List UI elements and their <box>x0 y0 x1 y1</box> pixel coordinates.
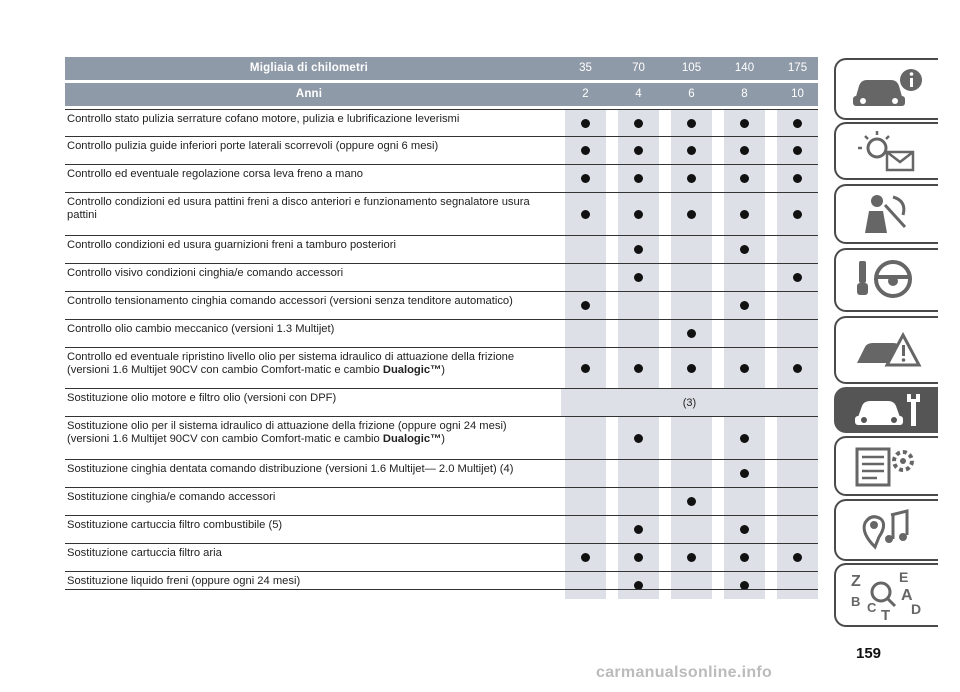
table-row <box>65 235 818 263</box>
safety-airbag-icon <box>847 191 927 237</box>
interval-cell <box>724 516 765 543</box>
interval-cell <box>618 460 659 487</box>
interval-cell <box>777 320 818 347</box>
row-text: Sostituzione liquido freni (oppure ogni 24 mesi) <box>67 575 301 587</box>
interval-cell <box>565 137 606 164</box>
car-maintenance-icon <box>847 390 927 430</box>
interval-cell <box>724 460 765 487</box>
row-label <box>65 292 553 319</box>
row-text: Sostituzione olio motore e filtro olio (versioni con DPF) <box>67 392 337 404</box>
row-label <box>65 193 553 235</box>
service-required-dot <box>740 469 749 478</box>
interval-cell <box>724 236 765 263</box>
interval-cell <box>671 320 712 347</box>
service-required-dot <box>793 210 802 219</box>
service-required-dot <box>793 553 802 562</box>
row-text: Controllo ed eventuale regolazione corsa leva freno a mano <box>67 168 364 180</box>
car-info-icon <box>847 66 927 112</box>
interval-cell <box>671 137 712 164</box>
header-km-label: Migliaia di chilometri <box>249 62 369 74</box>
service-required-dot <box>793 119 802 128</box>
row-text: Controllo condizioni ed usura guarnizioni freni a tamburo posteriori <box>67 239 396 251</box>
brand-name: Dualogic™ <box>382 433 442 445</box>
row-text: Controllo pulizia guide inferiori porte laterali scorrevoli (oppure ogni 6 mesi) <box>67 140 439 152</box>
interval-cell <box>724 348 765 388</box>
interval-cell <box>565 264 606 291</box>
service-required-dot <box>581 119 590 128</box>
row-text: Sostituzione cinghia/e comando accessori <box>67 491 276 503</box>
service-required-dot <box>634 525 643 534</box>
interval-cell <box>724 417 765 459</box>
service-required-dot <box>687 210 696 219</box>
watermark: carmanualsonline.info <box>596 664 773 681</box>
service-required-dot <box>793 273 802 282</box>
interval-cell <box>777 544 818 571</box>
interval-cell <box>724 110 765 136</box>
interval-cell <box>671 264 712 291</box>
table-row <box>65 515 818 543</box>
row-text-tail: ) <box>441 364 446 376</box>
row-label <box>65 417 553 459</box>
header-year-cell: 2 <box>582 88 589 100</box>
row-text: Controllo visivo condizioni cinghia/e comando accessori <box>67 267 344 279</box>
service-required-dot <box>793 364 802 373</box>
interval-cell <box>618 165 659 192</box>
interval-cell <box>671 544 712 571</box>
service-required-dot <box>740 245 749 254</box>
interval-cell <box>777 572 818 599</box>
interval-cell <box>777 460 818 487</box>
table-row <box>65 136 818 164</box>
interval-cell <box>565 110 606 136</box>
interval-cell <box>724 193 765 235</box>
service-required-dot <box>581 553 590 562</box>
table-row <box>65 487 818 515</box>
interval-cell <box>724 572 765 599</box>
interval-cell <box>671 110 712 136</box>
table-row <box>65 388 818 416</box>
row-label <box>65 460 553 487</box>
service-required-dot <box>740 174 749 183</box>
index-letter: E <box>899 569 909 585</box>
interval-cell <box>618 292 659 319</box>
service-required-dot <box>793 146 802 155</box>
sidebar-tab-starting-driving[interactable] <box>834 248 938 312</box>
interval-cell <box>671 236 712 263</box>
interval-cell <box>724 488 765 515</box>
interval-cell <box>724 165 765 192</box>
interval-cell <box>618 320 659 347</box>
header-km-cell: 70 <box>632 62 645 74</box>
row-label <box>65 264 553 291</box>
row-text: Sostituzione cinghia dentata comando distribuzione (versioni 1.6 Multijet— 2.0 Multijet) (4) <box>67 463 514 475</box>
note-cell: (3) <box>561 389 818 416</box>
steering-key-icon <box>847 255 927 305</box>
interval-cell <box>777 516 818 543</box>
service-required-dot <box>740 301 749 310</box>
header-years-row <box>65 83 818 106</box>
index-letter: D <box>911 601 922 617</box>
row-text: Controllo stato pulizia serrature cofano motore, pulizia e lubrificazione leverismi <box>67 113 460 125</box>
table-row <box>65 164 818 192</box>
header-km-cell: 35 <box>579 62 592 74</box>
header-km-row <box>65 57 818 80</box>
table-row <box>65 543 818 571</box>
interval-cell <box>671 417 712 459</box>
interval-cell <box>565 236 606 263</box>
table-bottom-rule <box>65 589 818 590</box>
emergency-icon <box>847 325 927 375</box>
sidebar-tab-index[interactable] <box>834 563 938 627</box>
table-row <box>65 192 818 235</box>
row-label <box>65 389 549 416</box>
index-letter: T <box>881 607 891 622</box>
row-label <box>65 320 553 347</box>
table-row <box>65 109 818 136</box>
row-label <box>65 572 553 599</box>
row-label <box>65 110 553 136</box>
page-number: 159 <box>856 645 882 662</box>
sidebar-tab-safety[interactable] <box>834 184 938 244</box>
interval-cell <box>618 193 659 235</box>
row-text: Controllo ed eventuale ripristino livello olio per sistema idraulico di attuazione della frizione (versioni 1.6 Multijet 90CV con cambio Comfort-matic e cambio <box>67 351 515 376</box>
service-required-dot <box>634 119 643 128</box>
interval-cell <box>565 544 606 571</box>
interval-cell <box>671 193 712 235</box>
row-label <box>65 516 553 543</box>
sidebar-tab-technical-data[interactable] <box>834 436 938 496</box>
table-row <box>65 319 818 347</box>
interval-cell <box>565 460 606 487</box>
interval-cell <box>618 516 659 543</box>
service-required-dot <box>740 119 749 128</box>
interval-cell <box>777 193 818 235</box>
service-required-dot <box>740 525 749 534</box>
interval-cell <box>565 516 606 543</box>
technical-data-icon <box>847 443 927 489</box>
sidebar-tab-multimedia[interactable] <box>834 499 938 561</box>
service-required-dot <box>634 364 643 373</box>
header-year-cell: 4 <box>635 88 642 100</box>
interval-cell <box>618 488 659 515</box>
service-required-dot <box>740 434 749 443</box>
interval-cell <box>724 137 765 164</box>
row-label <box>65 165 553 192</box>
sidebar-tab-car-info[interactable] <box>834 58 938 120</box>
interval-cell <box>565 165 606 192</box>
service-required-dot <box>740 553 749 562</box>
table-row <box>65 416 818 459</box>
header-km-cell: 140 <box>734 62 755 74</box>
index-letter: Z <box>851 573 861 590</box>
interval-cell <box>671 165 712 192</box>
interval-cell <box>777 236 818 263</box>
interval-cell <box>618 236 659 263</box>
interval-cell <box>618 417 659 459</box>
service-required-dot <box>687 119 696 128</box>
interval-cell <box>671 460 712 487</box>
service-required-dot <box>687 174 696 183</box>
service-required-dot <box>581 364 590 373</box>
interval-cell <box>777 137 818 164</box>
row-label <box>65 488 553 515</box>
row-text: Sostituzione cartuccia filtro combustibile (5) <box>67 519 283 531</box>
interval-cell <box>777 165 818 192</box>
row-label <box>65 348 553 388</box>
interval-cell <box>777 292 818 319</box>
service-required-dot <box>793 174 802 183</box>
service-required-dot <box>687 553 696 562</box>
interval-cell <box>724 320 765 347</box>
header-years-label: Anni <box>295 88 323 100</box>
table-row <box>65 459 818 487</box>
interval-cell <box>671 572 712 599</box>
sidebar-tab-emergency[interactable] <box>834 316 938 384</box>
interval-cell <box>565 572 606 599</box>
index-letter: C <box>867 600 877 615</box>
interval-cell <box>618 264 659 291</box>
service-required-dot <box>740 210 749 219</box>
service-required-dot <box>634 210 643 219</box>
index-icon <box>847 568 927 622</box>
header-km-cell: 105 <box>681 62 702 74</box>
table-row <box>65 571 818 599</box>
interval-cell <box>671 488 712 515</box>
interval-cell <box>777 110 818 136</box>
interval-cell <box>565 193 606 235</box>
service-required-dot <box>687 146 696 155</box>
header-year-cell: 8 <box>741 88 748 100</box>
warning-lights-messages-icon <box>847 128 927 174</box>
interval-cell <box>724 544 765 571</box>
interval-cell <box>777 348 818 388</box>
interval-cell <box>618 137 659 164</box>
service-required-dot <box>687 329 696 338</box>
maintenance-table <box>65 57 818 599</box>
interval-cell <box>671 292 712 319</box>
service-required-dot <box>740 146 749 155</box>
interval-cell <box>777 417 818 459</box>
header-year-cell: 6 <box>688 88 695 100</box>
row-text: Sostituzione olio per il sistema idraulico di attuazione della frizione (oppure ogni 24 mesi) (versioni 1.6 Multijet 90CV con cambio Comfort-matic e cambio <box>67 420 507 445</box>
interval-cell <box>618 572 659 599</box>
index-letter: B <box>851 594 861 609</box>
row-text: Sostituzione cartuccia filtro aria <box>67 547 222 559</box>
interval-cell <box>777 488 818 515</box>
service-required-dot <box>634 273 643 282</box>
service-required-dot <box>634 146 643 155</box>
table-row <box>65 263 818 291</box>
row-text: Controllo condizioni ed usura pattini freni a disco anteriori e funzionamento segnalatore usura pattini <box>67 196 530 221</box>
interval-cell <box>618 544 659 571</box>
interval-cell <box>565 488 606 515</box>
row-label <box>65 544 553 571</box>
table-row <box>65 347 818 388</box>
interval-cell <box>618 110 659 136</box>
service-required-dot <box>740 364 749 373</box>
row-label <box>65 236 553 263</box>
interval-cell <box>565 292 606 319</box>
interval-cell <box>671 516 712 543</box>
service-required-dot <box>634 434 643 443</box>
interval-cell <box>777 264 818 291</box>
interval-cell <box>565 417 606 459</box>
table-row <box>65 291 818 319</box>
row-text: Controllo olio cambio meccanico (versioni 1.3 Multijet) <box>67 323 335 335</box>
sidebar-tab-warnings[interactable] <box>834 122 938 180</box>
interval-cell <box>671 348 712 388</box>
table-body <box>65 109 818 599</box>
row-label <box>65 137 553 164</box>
row-text-tail: ) <box>441 433 446 445</box>
service-required-dot <box>687 497 696 506</box>
brand-name: Dualogic™ <box>382 364 442 376</box>
interval-cell <box>565 320 606 347</box>
interval-cell <box>618 348 659 388</box>
service-required-dot <box>634 245 643 254</box>
interval-cell <box>724 264 765 291</box>
service-required-dot <box>581 210 590 219</box>
service-required-dot <box>581 146 590 155</box>
header-year-cell: 10 <box>791 88 804 100</box>
service-required-dot <box>634 553 643 562</box>
service-required-dot <box>581 301 590 310</box>
service-required-dot <box>634 174 643 183</box>
interval-cell <box>724 292 765 319</box>
service-required-dot <box>687 364 696 373</box>
service-required-dot <box>581 174 590 183</box>
header-km-cell: 175 <box>787 62 808 74</box>
multimedia-icon <box>847 507 927 553</box>
sidebar-tab-maintenance[interactable] <box>834 387 938 433</box>
row-text: Controllo tensionamento cinghia comando accessori (versioni senza tenditore automatico) <box>67 295 513 307</box>
index-letter: A <box>901 587 913 604</box>
interval-cell <box>565 348 606 388</box>
